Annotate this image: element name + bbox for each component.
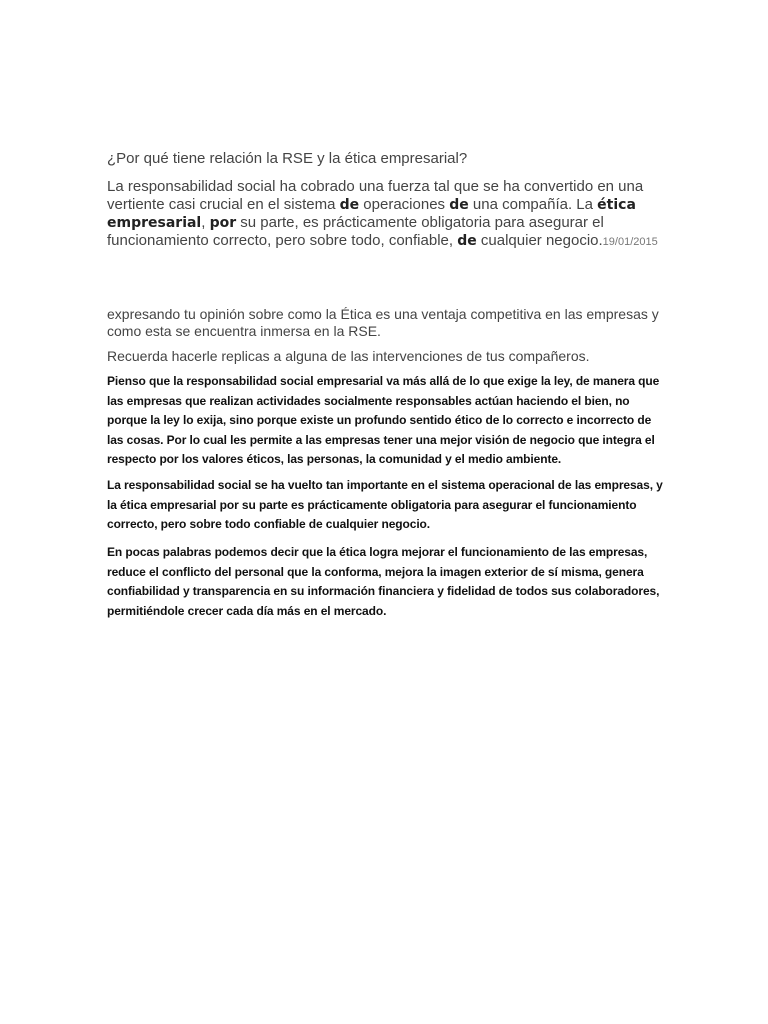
response-paragraph-2: La responsabilidad social se ha vuelto tan importante en el sistema operacional de las empresas, y la ética empresarial por su parte es prácticamente obligatoria para asegurar el funcionamiento correcto, pero sobre todo confiable de cualquier negocio. xyxy=(107,478,663,531)
answer-bold-term: ética empresarial xyxy=(107,197,636,231)
answer-text: su parte, es prácticamente obligatoria para asegurar el funcionamiento correcto, pero sobre todo, confiable, xyxy=(107,214,604,249)
answer-text: La responsabilidad social ha cobrado una fuerza tal que se ha convertido en una vertiente casi crucial en el sistema xyxy=(107,178,644,213)
response-paragraph-1: Pienso que la responsabilidad social empresarial va más allá de lo que exige la ley, de manera que las empresas que realizan actividades socialmente responsables actúan haciendo el bien, no porque la ley lo exija, sino porque existe un profundo sentido ético de lo correcto e incorrecto de las cosas. Por lo cual les permite a las empresas tener una mejor visión de negocio que integra el respecto por los valores éticos, las personas, la comunidad y el medio ambiente. xyxy=(107,374,660,466)
assignment-reminder: Recuerda hacerle replicas a alguna de las intervenciones de tus compañeros. xyxy=(107,348,590,364)
answer-bold-term: de xyxy=(339,197,360,213)
answer-bold-term: de xyxy=(457,233,477,249)
answer-text: , xyxy=(201,214,210,231)
response-paragraph-3: En pocas palabras podemos decir que la ética logra mejorar el funcionamiento de las empresas, reduce el conflicto del personal que la conforma, mejora la imagen exterior de sí misma, genera confiabilidad y transparencia en su información financiera y fidelidad de todos sus colaboradores, permitiéndole crecer cada día más en el mercado. xyxy=(107,545,660,618)
assignment-prompt: expresando tu opinión sobre como la Ética es una ventaja competitiva en las empresas y como esta se encuentra inmersa en la RSE. xyxy=(107,306,659,339)
answer-text: cualquier negocio. xyxy=(476,232,603,249)
answer-text: operaciones xyxy=(359,196,450,213)
answer-bold-term: por xyxy=(209,215,237,231)
question-heading: ¿Por qué tiene relación la RSE y la ética empresarial? xyxy=(107,150,468,167)
answer-date: 19/01/2015 xyxy=(602,236,658,248)
answer-bold-term: de xyxy=(449,197,469,213)
answer-paragraph xyxy=(107,178,667,251)
answer-text: una compañía. La xyxy=(468,196,598,213)
